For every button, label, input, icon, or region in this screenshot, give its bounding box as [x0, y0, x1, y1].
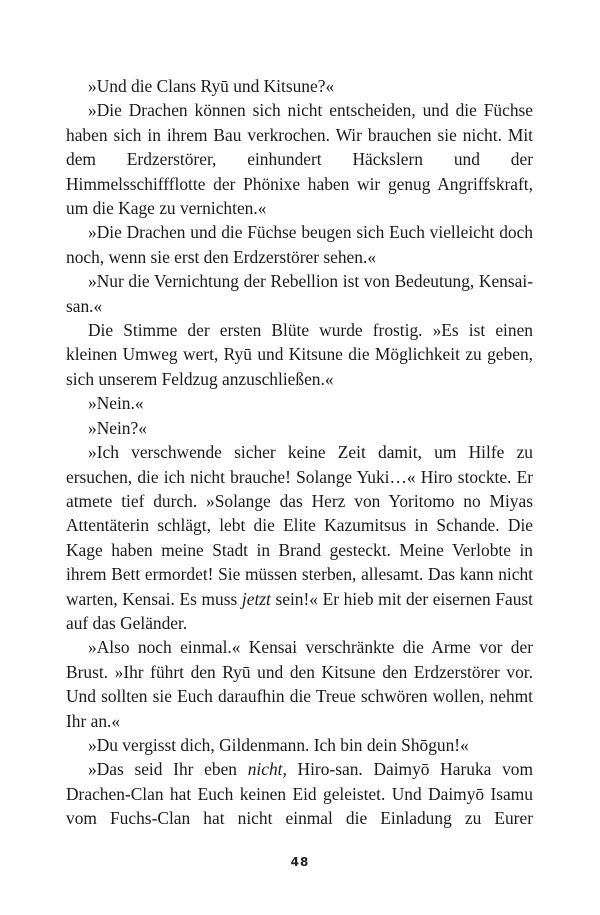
text-run: »Ich verschwende sicher keine Zeit damit, um Hilfe zu ersuchen, die ich nicht brauche! Solange Yuki…« Hiro stockte. Er atmete tief durch. »Solange das Herz von Yoritomo no Miyas Attentäterin schlägt, lebt die Elite Kazumitsus in Schande. Die Kage haben meine Stadt in Brand gesteckt. Meine Verlobte in ihrem Bett ermordet! Sie müssen sterben, allesamt. Das kann nicht warten, Kensai. Es muss: [66, 442, 533, 609]
text-run: »Du vergisst dich, Gildenmann. Ich bin dein Shōgun!«: [88, 734, 469, 755]
text-run: »Das seid Ihr eben: [88, 759, 248, 780]
text-run: sein!« Er hieb mit der eisernen Faust auf das Geländer.: [66, 588, 534, 633]
paragraph: [66, 416, 533, 440]
paragraph: [66, 74, 533, 98]
body-text: [66, 74, 533, 831]
text-run: Hiro-san. Daimyō Haruka vom Drachen-Clan hat Euch keinen Eid geleistet. Und Daimyō Isamu vom Fuchs-Clan hat nicht einmal die Einladung zu Eurer: [66, 759, 533, 829]
paragraph: [66, 391, 533, 415]
text-run: Die Stimme der ersten Blüte wurde frostig. »Es ist einen kleinen Umweg wert, Ryū und Kitsune die Möglichkeit zu geben, sich unserem Feldzug anzuschließen.«: [66, 320, 533, 389]
text-run: »Die Drachen können sich nicht entscheiden, und die Füchse haben sich in ihrem Bau verkrochen. Wir brauchen sie nicht. Mit dem Erdzerstörer, einhundert Häckslern und der Himmelsschiffflotte der Phönixe haben wir genug Angriffskraft, um die Kage zu vernichten.«: [66, 100, 533, 219]
text-run: »Nein.«: [88, 393, 144, 414]
emphasis-text: nicht,: [247, 759, 287, 780]
paragraph: [66, 269, 533, 318]
text-run: »Die Drachen und die Füchse beugen sich Euch vielleicht doch noch, wenn sie erst den Erdzerstörer sehen.«: [66, 222, 533, 267]
paragraph: [66, 757, 533, 830]
emphasis-text: jetzt: [241, 588, 271, 609]
text-run: »Nein?«: [88, 417, 147, 438]
paragraph: [66, 635, 533, 733]
page-number: 48: [290, 855, 310, 869]
paragraph: [66, 98, 533, 220]
paragraph: [66, 220, 533, 269]
paragraph: [66, 440, 533, 635]
paragraph: [66, 733, 533, 757]
text-run: »Also noch einmal.« Kensai verschränkte die Arme vor der Brust. »Ihr führt den Ryū und den Kitsune den Erdzerstörer vor. Und sollten sie Euch daraufhin die Treue schwören wollen, nehmt Ihr an.«: [66, 637, 533, 731]
text-run: »Und die Clans Ryū und Kitsune?«: [88, 76, 335, 96]
text-run: »Nur die Vernichtung der Rebellion ist von Bedeutung, Kensai-san.«: [66, 271, 533, 316]
paragraph: [66, 318, 533, 391]
